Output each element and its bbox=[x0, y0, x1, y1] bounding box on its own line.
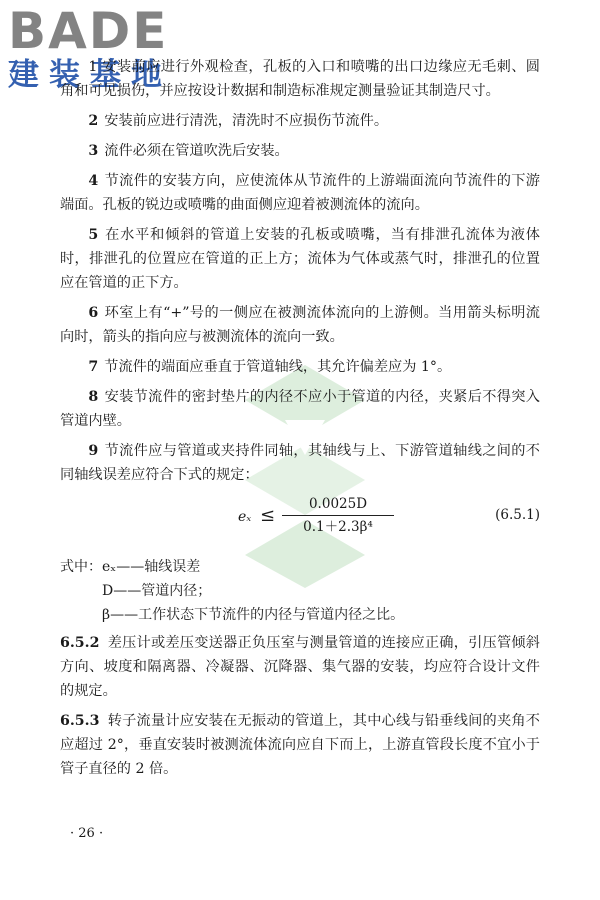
item-6 bbox=[60, 301, 540, 349]
section-6-5-3 bbox=[60, 709, 540, 781]
document-body bbox=[60, 55, 540, 787]
formula-6-5-1 bbox=[60, 493, 540, 547]
item-number: 2 bbox=[88, 113, 99, 129]
item-1-text: 1 安装前应进行外观检查，孔板的入口和喷嘴的出口边缘应无毛刺、圆角和可见损伤，并应按设计数据和制造标准规定测量验证其制造尺寸。 bbox=[60, 59, 540, 99]
legend-line: 式中：eₓ——轴线误差 bbox=[60, 559, 201, 575]
item-number: 9 bbox=[88, 443, 99, 459]
item-text: 在水平和倾斜的管道上安装的孔板或喷嘴，当有排泄孔流体为液体时，排泄孔的位置应在管道的正上方；流体为气体或蒸气时，排泄孔的位置应在管道的正下方。 bbox=[60, 227, 540, 291]
item-text: 节流件应与管道或夹持件同轴，其轴线与上、下游管道轴线之间的不同轴线误差应符合下式的规定： bbox=[60, 443, 540, 483]
item-text: 流件必须在管道吹洗后安装。 bbox=[104, 143, 289, 159]
item-number: 6 bbox=[88, 305, 99, 321]
item-number: 4 bbox=[88, 173, 99, 189]
section-6-5-2 bbox=[60, 631, 540, 703]
item-5 bbox=[60, 223, 540, 295]
item-7 bbox=[60, 355, 540, 379]
formula-leq-sign: ≤ bbox=[260, 505, 276, 526]
legend-line: D——管道内径； bbox=[102, 583, 212, 599]
item-3 bbox=[60, 139, 540, 163]
formula-number: (6.5.1) bbox=[495, 507, 540, 523]
item-text: 节流件的安装方向，应使流体从节流件的上游端面流向节流件的下游端面。孔板的锐边或喷嘴的曲面侧应迎着被测流体的流向。 bbox=[60, 173, 540, 213]
item-number: 5 bbox=[88, 227, 99, 243]
formula-numerator: 0.0025D bbox=[282, 493, 394, 516]
formula-fraction bbox=[282, 493, 394, 538]
item-4 bbox=[60, 169, 540, 217]
item-9 bbox=[60, 439, 540, 487]
logo-chinese-text: 建装基地 bbox=[8, 57, 172, 93]
legend-line: β——工作状态下节流件的内径与管道内径之比。 bbox=[102, 607, 405, 623]
formula-denominator: 0.1＋2.3β⁴ bbox=[303, 519, 373, 535]
item-text: 环室上有“+”号的一侧应在被测流体流向的上游侧。当用箭头标明流向时，箭头的指向应与被测流体的流向一致。 bbox=[60, 305, 540, 345]
section-number: 6.5.2 bbox=[60, 635, 100, 651]
item-8 bbox=[60, 385, 540, 433]
item-1 bbox=[60, 55, 540, 103]
section-text: 转子流量计应安装在无振动的管道上，其中心线与铅垂线间的夹角不应超过 2°，垂直安装时被测流体流向应自下而上，上游直管段长度不宜小于管子直径的 2 倍。 bbox=[60, 713, 540, 777]
section-number: 6.5.3 bbox=[60, 713, 100, 729]
item-number: 8 bbox=[88, 389, 99, 405]
item-text: 安装前应进行清洗，清洗时不应损伤节流件。 bbox=[104, 113, 389, 129]
section-text: 差压计或差压变送器正负压室与测量管道的连接应正确，引压管倾斜方向、坡度和隔离器、冷凝器、沉降器、集气器的安装，均应符合设计文件的规定。 bbox=[60, 635, 540, 699]
item-text: 安装节流件的密封垫片的内径不应小于管道的内径，夹紧后不得突入管道内壁。 bbox=[60, 389, 540, 429]
formula-legend bbox=[60, 555, 540, 627]
item-number: 7 bbox=[88, 359, 99, 375]
logo-brand-text: BADE bbox=[8, 2, 169, 60]
item-2 bbox=[60, 109, 540, 133]
item-text: 节流件的端面应垂直于管道轴线，其允许偏差应为 1°。 bbox=[104, 359, 452, 375]
page-number: · 26 · bbox=[70, 826, 104, 841]
item-number: 3 bbox=[88, 143, 99, 159]
formula-lhs: eₓ bbox=[238, 509, 252, 525]
